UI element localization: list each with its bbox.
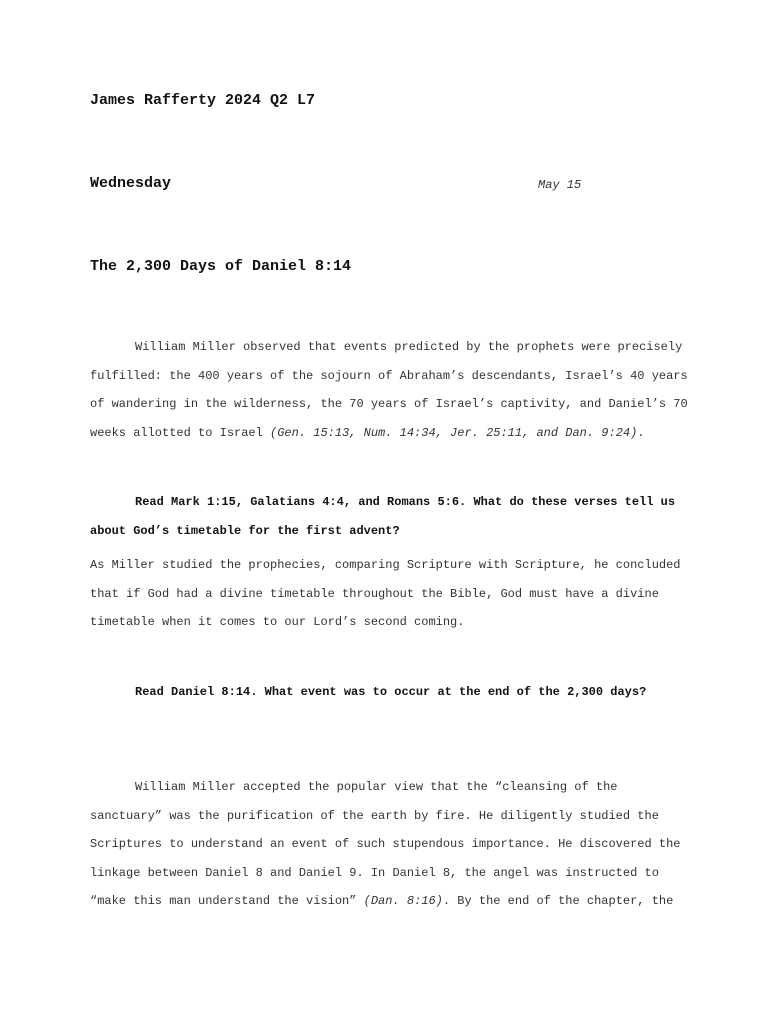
paragraph-text: William Miller observed that events predicted by the prophets were precisely: [135, 340, 683, 354]
paragraph-line: [90, 333, 690, 362]
section-title: The 2,300 Days of Daniel 8:14: [90, 258, 352, 275]
question-line: about God’s timetable for the first advent?: [90, 523, 400, 538]
paragraph-line: As Miller studied the prophecies, comparing Scripture with Scripture, he concluded: [90, 558, 681, 572]
paragraph-line: [90, 773, 690, 802]
scripture-reference: (Gen. 15:13, Num. 14:34, Jer. 25:11, and Dan. 9:24): [270, 425, 638, 440]
question-text: Read Daniel 8:14. What event was to occur at the end of the 2,300 days?: [135, 685, 647, 699]
date-label: May 15: [538, 178, 582, 192]
day-heading: Wednesday: [90, 175, 172, 192]
paragraph-text: . By the end of the chapter, the: [442, 894, 674, 908]
paragraph-line: linkage between Daniel 8 and Daniel 9. In Daniel 8, the angel was instructed to: [90, 865, 659, 880]
question-line: [90, 678, 690, 707]
paragraph-line: Scriptures to understand an event of such stupendous importance. He discovered the: [90, 837, 681, 851]
paragraph-line: [90, 419, 690, 448]
paragraph-text: “make this man understand the vision”: [90, 894, 364, 908]
paragraph-text: William Miller accepted the popular view that the “cleansing of the: [135, 780, 618, 794]
paragraph-miller-studied: [90, 551, 690, 637]
paragraph-miller-observed: [90, 333, 690, 447]
paragraph-line: of wandering in the wilderness, the 70 years of Israel’s captivity, and Daniel’s 70: [90, 397, 688, 411]
question-text: Read Mark 1:15, Galatians 4:4, and Romans 5:6. What do these verses tell us: [135, 495, 676, 509]
paragraph-line: sanctuary” was the purification of the earth by fire. He diligently studied the: [90, 808, 659, 823]
scripture-reference: (Dan. 8:16): [363, 894, 443, 908]
paragraph-text: weeks allotted to Israel: [90, 425, 271, 440]
paragraph-line: timetable when it comes to our Lord’s second coming.: [90, 615, 465, 629]
question-2300-days: [90, 678, 690, 707]
paragraph-miller-accepted: [90, 773, 690, 916]
question-first-advent: [90, 488, 690, 545]
paragraph-line: that if God had a divine timetable throughout the Bible, God must have a divine: [90, 586, 659, 601]
question-line: [90, 488, 690, 517]
paragraph-text: .: [637, 425, 645, 440]
paragraph-line: fulfilled: the 400 years of the sojourn of Abraham’s descendants, Israel’s 40 years: [90, 368, 688, 383]
paragraph-line: [90, 887, 690, 916]
document-title: James Rafferty 2024 Q2 L7: [90, 92, 316, 109]
